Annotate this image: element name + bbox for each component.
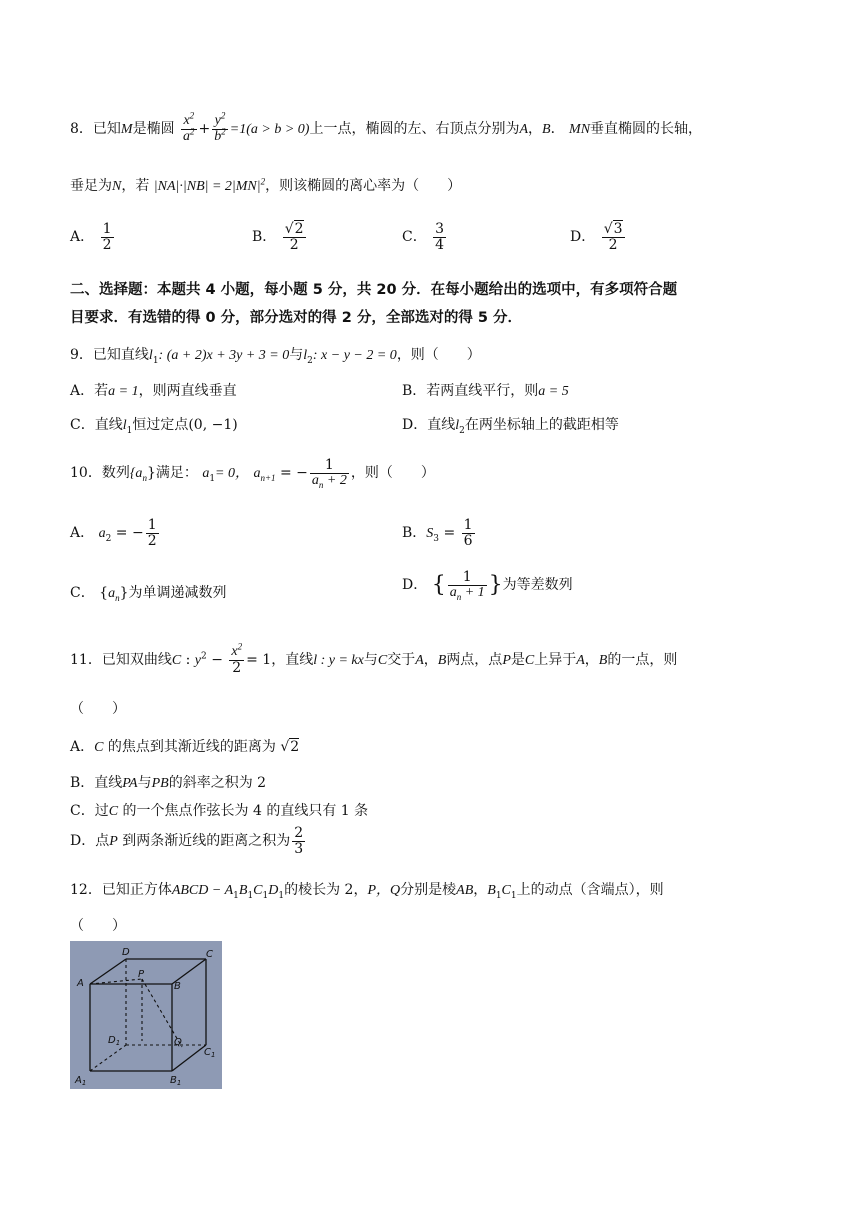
label-C: C [206, 949, 213, 960]
q8-opt-d: D． $\frac{√3}{2}$ [570, 221, 623, 253]
q8-MN: MN [569, 122, 591, 138]
q11-stem: 11．已知双曲线C : $y^2$ − $\frac{x^2}{2}$ = 1，直线l : y = kx与C交于A，B两点，点P是C上异于A，B的一点，则 [70, 641, 678, 676]
q10-stem: 10．数列$\{a_n\}$满足： $a_1= 0$， $a_{n+1}$ = − $\frac{1}{a_n + 2}$ ，则（ ） [70, 457, 435, 490]
q8-A: A [519, 122, 529, 138]
q11-opt-b: B．直线PA与PB的斜率之积为 2 [70, 775, 267, 791]
cube-figure [70, 941, 222, 1089]
q8-line2b: ，若 [121, 178, 150, 194]
q11-opt-c: C．过C 的一个焦点作弦长为 4 的直线只有 1 条 [70, 803, 369, 819]
q11-paren: （ ） [70, 701, 126, 717]
label-B: B [174, 981, 181, 992]
label-P: P [138, 969, 145, 980]
q8-frac-y: $\frac{y^2}{b^2}$ [214, 110, 226, 144]
label-A: A [77, 978, 84, 989]
label-Q: Q [174, 1037, 182, 1048]
q8-opt-a: A． $\frac{1}{2}$ [70, 221, 112, 253]
q8-line2 [70, 175, 461, 195]
q9-stem: 9．已知直线$l_1$: (a + 2)x + 3y + 3 = 0与$l_2$: x − y − 2 = 0，则（ ） [70, 347, 481, 366]
q8-lead: 已知 [92, 121, 121, 138]
q8-line2c: ，则该椭圆的离心率为（ ） [265, 178, 462, 194]
q9-opt-c: C．直线$l_1$恒过定点(0, −1) [70, 417, 238, 436]
label-D: D [122, 947, 130, 958]
cube-diagram [70, 941, 222, 1089]
q8-N: N [112, 179, 122, 194]
section2-line1: 二、选择题：本题共 4 小题，每小题 5 分，共 20 分．在每小题给出的选项中，有多项符合题 [70, 282, 678, 298]
q11-opt-d: D．点P 到两条渐近线的距离之积为 $\frac{2}{3}$ [70, 825, 304, 857]
q10-opt-c: C． $\{a_n\}$为单调递减数列 [70, 585, 227, 603]
q8-cond: =1(a > b > 0) [229, 122, 310, 138]
label-B1: $B_1$ [170, 1075, 182, 1087]
q8-line1: 8．已知M是椭圆 $\frac{x^2}{a^2}$ + $\frac{y^2}{b^2}$ =1(a > b > 0)上一点，椭圆的左、右顶点分别为A，B． MN垂直椭圆的长轴， [70, 110, 703, 144]
q9-opt-b: B．若两直线平行，则a = 5 [402, 383, 569, 399]
q11-opt-a: A．C 的焦点到其渐近线的距离为 √2 [70, 739, 300, 755]
q8-opt-b: B． $\frac{√2}{2}$ [252, 221, 304, 253]
q9-opt-d: D．直线$l_2$在两坐标轴上的截距相等 [402, 417, 619, 436]
q8-mid: 是椭圆 [132, 121, 175, 138]
section2-line2: 目要求．有选错的得 0 分，部分选对的得 2 分，全部选对的得 5 分． [70, 310, 523, 326]
q9-opt-a: A．若a = 1，则两直线垂直 [70, 383, 237, 399]
q8-condition: $|NA|\cdot|NB| = 2|MN|^2$ [153, 176, 266, 194]
q10-opt-a: A． $a_2$ = − $\frac{1}{2}$ [70, 517, 157, 549]
q8-rest: 上一点，椭圆的左、右顶点分别为 [309, 121, 520, 138]
q12-stem: 12．已知正方体ABCD − $A_1B_1C_1D_1$的棱长为 2，P，Q分别是棱AB，$B_1C_1$上的动点（含端点），则 [70, 882, 664, 901]
q8-line2a: 垂足为 [70, 178, 112, 194]
q12-paren: （ ） [70, 918, 126, 934]
q8-number: 8． [70, 121, 93, 138]
q8-M: M [120, 122, 133, 138]
label-C1: $C_1$ [204, 1047, 216, 1059]
q8-B: B [542, 122, 551, 138]
label-A1: $A_1$ [75, 1075, 87, 1087]
q8-rest2: 垂直椭圆的长轴， [590, 121, 703, 138]
q10-opt-b: B．$S_3$ = $\frac{1}{6}$ [402, 517, 473, 549]
q10-opt-d: D． { $\frac{1}{a_n + 1}$ }为等差数列 [402, 569, 573, 602]
label-D1: $D_1$ [108, 1035, 121, 1047]
q8-frac-x: $\frac{x^2}{a^2}$ [183, 110, 195, 144]
q8-opt-c: C． $\frac{3}{4}$ [402, 221, 445, 253]
